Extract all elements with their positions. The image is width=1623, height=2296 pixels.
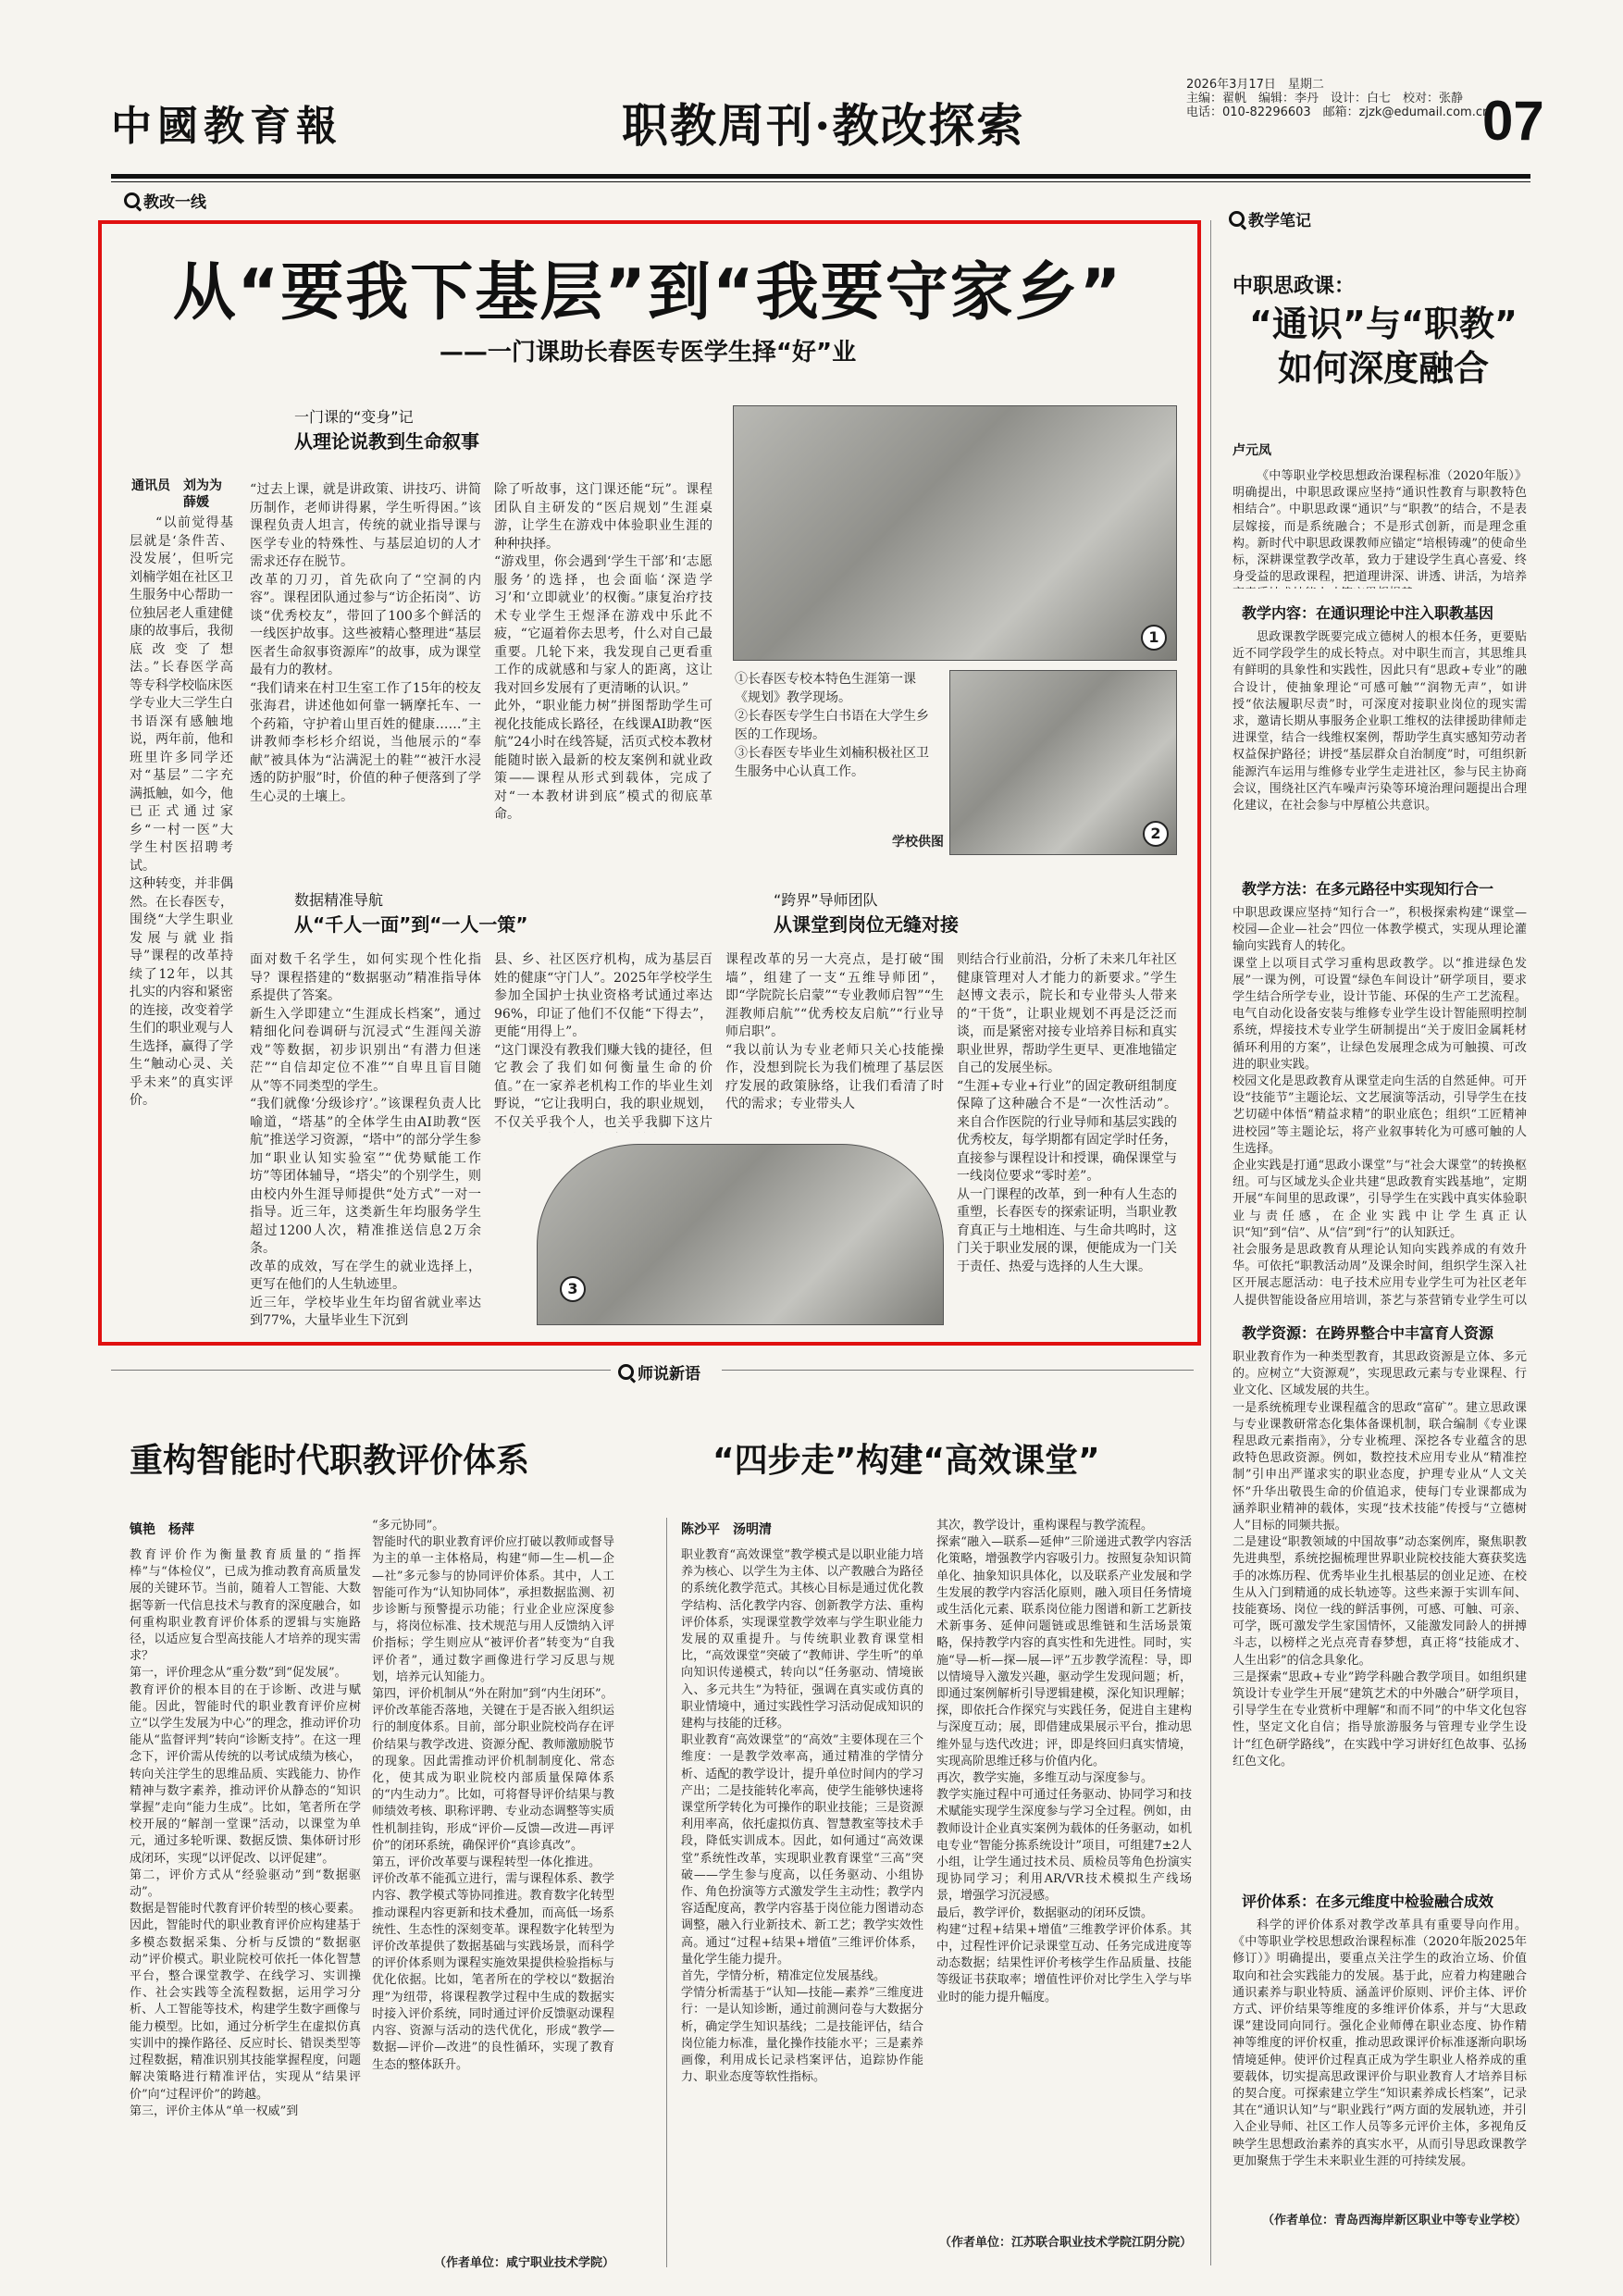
sidebar-intro: 《中等职业学校思想政治课程标准（2020年版）》明确提出，中职思政课应坚持“通识性教育与职教特色相结合”。中职思政课“通识”与“职教”的结合，不是表层嫁接，而是系统融合；不是形式创新，而是理念重构。新时代中职思政课教师应锚定“培根铸魂”的使命坐标，深耕课堂教学改革，致力于建设学生真心喜爱、终身受益的思政课程，把道理讲深、讲透、讲活，为培养 — [1233, 469, 1527, 585]
sidebar-heading-resources: 教学资源：在跨界整合中丰富育人资源 — [1242, 1324, 1494, 1342]
photo-credit: 学校供图 — [892, 835, 944, 850]
lead-column-2-bottom: 面对数千名学生，如何实现个性化指导？课程搭建的“数据驱动”精准指导体系提供了答案。 新生入学即建立“生涯成长档案”，通过精细化问卷调研与沉浸式“生涯闯关游戏”等数据，初步识别出“有潜力但迷茫”“自信却定位不准”“自卑且盲目随从”等不同类型的学生。 “我们就像‘分级诊疗’。”该课程负责人比喻道，“塔基”的全体学生由AI助教“医航”推送学习资源，“塔中”的部分学生参加“职业认知实验室”“优势赋能工作坊”等团体辅导，“塔尖”的个别学生，则由校内外生涯导师提供“处方式”一对一指导。近三年，这类新生年均服务学生超过1200人次，精准推送信息2万余条。 改革的成效，写在学生的就业选择上，更写在他们的人生轨迹里。 近三年，学校毕业生年均留省就业率达到77%，大量毕业生下沉到 — [250, 952, 481, 1327]
sidebar-kicker: 中职思政课： — [1233, 275, 1356, 298]
photo-community-clinic — [537, 1144, 944, 1325]
lead-subhead-3: “跨界”导师团队 从课堂到岗位无缝对接 — [774, 891, 959, 936]
left-column-2: “多元协同”。 智能时代的职业教育评价应打破以教师或督导为主的单一主体格局，构建“师—生—机—企—社”多元参与的协同评价体系。其中，人工智能可作为“认知协同体”，承担数据监测、初步诊断与预警提示功能；行业企业应深度参与，将岗位标准、技术规范与用人反馈纳入评价指标；学生则应从“被评价者”转变为“自我评价者”，通过数字画像进行学习反思与规划，培养元认知能力。 第四，评价机制从“外在附加”到“内生闭环”。 评价改革能否落地，关键在于是否嵌入组织运行的制度体系。目前，部分职业院校尚存在评价结果与教学改进、资源分配、教师激励脱节的现象。因此需推动评价机制制度化、常态化，使其成为职业院校内部质量保障体系的“内生动力”。比如，可将督导评价结果与教师绩效考核、职称评聘、专业动态调整等实质性机制挂钩，形成“评价—反馈—改进—再评价”的闭环系统，确保评价“真诊真改”。 第五，评价改革要与课程转型一体化推进。 评价改革不能孤立进行，需与课程体系、教学内容、教学模式等协同推进。教育数字化转型推动课程内容更新和技术叠加，而高低一场系统性、生态性的深刻变革。课程数字化转型为评价改革提供了数据基础与实践场景，而科学的评价体系则为课程实施效果提供检验指标与优化依据。比如，笔者所在的学校以“数据治理”为纽带，将课程教学过程中生成的数据实时接入评价系统，同时通过评价反馈驱动课程内容、资源与活动的迭代优化，形成“教学—数据—评价—改进”的良性循环，实现了教育生态的整体跃升。 — [372, 1519, 614, 2072]
lead-intro-column: “以前觉得基层就是‘条件苦、没发展’，但听完刘楠学姐在社区卫生服务中心帮助一位独居老人重建健康的故事后，我彻底改变了想法。”长春医学高等专科学校临床医学专业大三学生白书语深有感触地说，两年前，他和班里许多同学还对“基层”二字充满抵触，如今，他已正式通过家乡“一村一医”大学生村医招聘考试。 这种转变，并非偶然。在长春医专，围绕“大学生职业发展与就业指导”课程的改革持续了12年，以其扎实的内容和紧密的连接，改变着学生们的职业观与人生选择，赢得了学生“触动心灵、关乎未来”的真实评价。 — [130, 515, 233, 1107]
photo-caption: ①长春医专校本特色生涯第一课《规划》教学现场。 ②长春医专学生白书语在大学生乡医的工作现场。 ③长春医专毕业生刘楠积极社区卫生服务中心认真工作。 — [735, 672, 929, 779]
masthead-rule-thin — [111, 181, 1530, 182]
date-line: 2026年3月17日 星期二 — [1186, 78, 1324, 92]
left-byline: 镇艳 杨萍 — [130, 1522, 194, 1537]
left-headline: 重构智能时代职教评价体系 — [130, 1442, 530, 1480]
sidebar-headline: “通识”与“职教” 如何深度融合 — [1249, 304, 1518, 389]
sidebar-para-resources: 职业教育作为一种类型教育，其思政资源是立体、多元的。应树立“大资源观”，实现思政元素与专业课程、行业文化、区域发展的共生。 一是系统梳理专业课程蕴含的思政“富矿”。建立思政课与专业课教研常态化集体备课机制，联合编制《专业课程思政元素指南》，分专业梳理、深挖各专业蕴含的思政特色思政资源。例如，数控技术应用专业从“精准控制”引申出严谨求实的职业态度，护理专业从“人文关怀”升华出敬畏生命的价值追求，使每门专业课都成为涵养职业精神的载体，实现“技术技能”传授与“立德树人”目标的同频共振。 二是建设“职教领域的中国故事”动态案例库，聚焦职教先进典型，系统挖掘梳理世界职业院校技能大赛获奖选手的冰炼历程、优秀毕业生扎根基层的创业足迹、在校生从入门到精通的成长轨迹等。这些来源于实训车间、技能赛场、岗位一线的鲜活事例，可感、可触、可亲、可学，既可激发学生家国情怀，又能激发同龄人的拼搏斗志，以榜样之光点亮青春梦想，真正将“技能成才、人生出彩”的信念具象化。 三是探索“思政+专业”跨学科融合教学项目。如组织建筑设计专业学生开展“建筑艺术的中外融合”研学项目，引导学生在专业赏析中理解“和而不同”的中华文化包容性，坚定文化自信；指导旅游服务与管理专业学生设计“红色研学路线”，在实践中学习讲好红色故事、弘扬红色文化。 — [1233, 1350, 1527, 1769]
photo-number-2: 2 — [1143, 821, 1169, 847]
lead-subhead-1: 一门课的“变身”记 从理论说教到生命叙事 — [294, 408, 479, 453]
sidebar-author: 卢元凤 — [1233, 443, 1271, 458]
section-title: 职教周刊·教改探索 — [622, 98, 1025, 153]
newspaper-logo: 中國教育報 — [111, 103, 342, 150]
search-icon — [618, 1364, 634, 1380]
section-label-talk: 师说新语 — [618, 1360, 700, 1384]
photo-number-3: 3 — [560, 1276, 586, 1302]
lead-subheadline: ——一门课助长春医专医学生择“好”业 — [439, 339, 857, 366]
sidebar-para-evaluation: 科学的评价体系对教学改革具有重要导向作用。《中等职业学校思想政治课程标准（2020年版2025年修订）》明确提出，要重点关注学生的政治立场、价值取向和社会实践能力的发展。基于此，应着力构建融合通识素养与职业特质、涵盖评价原则、评价主体、评价方式、评价结果等维度的多维评价体系，并与“大思政课”建设同向同行。强化企业师傅在职业态度、协作精神等维度的评价权重，推动思政课评价标准逐渐向职场情境延伸。使评价过程真正成为学生职业人格养成的重要载体，切实提高思政课评价与职业教育人才培养目标的契合度。可探索建立学生“知识素养成长档案”，记录其在“通识认知”与“职业践行”两方面的发展轨迹，并引入企业导师、社区工作人员等多元评价主体，多视角反映学生思想政治素养的真实水平，从而引导思政课教学更加聚焦于学生未来职业生涯的可持续发展。 — [1233, 1918, 1527, 2168]
lead-column-2-top: “过去上课，就是讲政策、讲技巧、讲简历制作，老师讲得累，学生听得困。”该课程负责人坦言，传统的就业指导课与医学专业的特殊性、与基层迫切的人才需求还存在脱节。 改革的刀刃，首先砍向了“空洞的内容”。课程团队通过参与“访企拓岗”、访谈“优秀校友”，带回了100多个鲜活的一线医护故事。这些被精心整理进“基层医者生命叙事资源库”的故事，成为课堂最有力的教材。 “我们请来在村卫生室工作了15年的校友张海君，讲述他如何靠一辆摩托车、一个药箱，守护着山里百姓的健康……”主讲教师李杉杉介绍说，当他展示的“奉献”被具体为“沾满泥土的鞋”“被汗水浸透的防护服”时，价值的种子便落到了学生心灵的土壤上。 — [250, 482, 481, 804]
page-number: 07 — [1482, 90, 1544, 152]
lead-column-4-bottom: 课程改革的另一大亮点，是打破“围墙”，组建了一支“五维导师团”，即“学院院长启蒙”“专业教师启智”“生涯教师启航”“优秀校友启航”“行业导师启职”。 “我以前认为专业老师只关心技能操作，没想到院长为我们梳理了基层医疗发展的政策脉络，让我们看清了时代的需求；专业带头人 — [725, 952, 944, 1111]
left-column-1: 教育评价作为衡量教育质量的“指挥棒”与“体检仪”，已成为推动教育高质量发展的关键环节。当前，随着人工智能、大数据等新一代信息技术与教育的深度融合，如何重构职业教育评价体系的逻辑与实施路径，以适应复合型高技能人才培养的现实需求？ 第一，评价理念从“重分数”到“促发展”。 教育评价的根本目的在于诊断、改进与赋能。因此，智能时代的职业教育评价应树立“以学生发展为中心”的理念，推动评价功能从“监督评判”转向“诊断支持”。在这一理念下，评价需从传统的以考试成绩为核心，转向关注学生的思维品质、实践能力、协作精神与数字素养，推动评价从静态的“知识掌握”走向“能力生成”。比如，笔者所在学校开展的“解剖一堂课”活动，以课堂为单元，通过多轮听课、数据反馈、集体研讨形成闭环，实现“以评促改、以评促建”。 第二，评价方式从“经验驱动”到“数据驱动”。 数据是智能时代教育评价转型的核心要素。因此，智能时代的职业教育评价应构建基于多模态数据采集、分析与反馈的“数据驱动”评价模式。职业院校可依托一体化智慧平台，整合课堂教学、在线学习、实训操作、社会实践等全流程数据，运用学习分析、人工智能等技术，构建学生数字画像与能力模型。比如，通过分析学生在虚拟仿真实训中的操作路径、反应时长、错误类型等过程数据，精准识别其技能掌握程度，问题解决策略进行精准评估，实现从“结果评价”向“过程评价”的跨越。 第三，评价主体从“单一权威”到 — [130, 1548, 361, 2118]
center-byline: 陈沙平 汤明清 — [681, 1522, 772, 1537]
sidebar-para-method: 中职思政课应坚持“知行合一”，积极探索构建“课堂—校园—企业—社会”四位一体教学模式，实现从理论灌输向实践育人的转化。 课堂上以项目式学习重构思政教学。以“推进绿色发展”一课为例，可设置“绿色车间设计”研学项目，要求学生结合所学专业，设计节能、环保的生产工艺流程。电气自动化设备安装与维修专业学生设计智能照明控制系统，焊接技术专业学生研制提出“关于废旧金属耗材循环利用的方案”，让绿色发展理念成为可触摸、可改进的职业实践。 校园文化是思政教育从课堂走向生活的自然延伸。可开设“技能节”主题论坛、文艺展演等活动，引导学生在技艺切磋中体悟“精益求精”的职业底色；组织“工匠精神进校园”等主题论坛，将产业叙事转化为可感可触的人生选择。 企业实践是打通“思政小课堂”与“社会大课堂”的转换枢纽。可与区域龙头企业共建“思政教育实践基地”，定期开展“车间里的思政课”，引导学生在实践中真实体验职业与责任感，在企业实践中让学生真正认识“知”到“信”、从“信”到“行”的认知跃迁。 社会服务是思政教育从理论认知向实践养成的有效升华。可依托“职教活动周”及课余时间，组织学生深入社区开展志愿活动：电子技术应用专业学生可为社区老年人提供智能设备应用培训，茶艺与茶营销专业学生可以 — [1233, 906, 1527, 1308]
left-author-unit: （作者单位：咸宁职业技术学院） — [433, 2256, 614, 2270]
search-icon — [1229, 211, 1245, 227]
column-divider-bottom — [666, 1518, 667, 2267]
section-label-notes: 教学笔记 — [1229, 207, 1311, 230]
center-column-2: 其次，教学设计，重构课程与教学流程。 探索“融入—联系—延伸”三阶递进式教学内容活化策略，增强教学内容吸引力。按照复杂知识简单化、抽象知识具体化，以及联系产业发展和学生发展的教学内容活化原则，融入项目任务情境或生活化元素、联系岗位能力图谱和新工艺新技术新事务、延伸问题链或思维链和生活场景策略，保持教学内容的真实性和先进性。同时，实施“导—析—探—展—评”五步教学流程：导，即以情境导入激发兴趣，驱动学生发现问题；析，即通过案例解析引导逻辑建模，深化知识理解；探，即依托合作探究与实践任务，促进自主建构与深度互动；展，即借建成果展示平台，推动思维外显与迭代改进；评，即是终回归真实情境，实现高阶思维迁移与价值内化。 再次，教学实施，多维互动与深度参与。 教学实施过程中可通过任务驱动、协同学习和技术赋能实现学生深度参与学习全过程。例如，由教师设计企业真实案例为载体的任务驱动，如机电专业“智能分拣系统设计”项目，可组建7±2人小组，让学生通过技术员、质检员等角色扮演实现协同学习；利用AR/VR技术模拟生产线场景，增强学习沉浸感。 最后，教学评价，数据驱动的闭环反馈。 构建“过程+结果+增值”三维教学评价体系。其中，过程性评价记录课堂互动、任务完成进度等动态数据；结果性评价考核学生作品质量、技能等级证书获取率；增值性评价对比学生入学与毕业时的能力提升幅度。 — [936, 1519, 1192, 2004]
lead-byline: 通讯员 刘为为 薛媛 — [131, 478, 222, 510]
sidebar-heading-method: 教学方法：在多元路径中实现知行合一 — [1242, 880, 1494, 898]
sidebar-author-unit: （作者单位：青岛西海岸新区职业中等专业学校） — [1261, 2214, 1527, 2228]
center-author-unit: （作者单位：江苏联合职业技术学院江阴分院） — [938, 2236, 1192, 2250]
masthead-rule — [111, 174, 1530, 179]
sidebar-heading-content: 教学内容：在通识理论中注入职教基因 — [1242, 604, 1494, 622]
phone-line: 电话：010-82296603 邮箱：zjzk@edumail.com.cn — [1186, 105, 1491, 119]
center-headline: “四步走”构建“高效课堂” — [712, 1442, 1100, 1480]
lead-subhead-2: 数据精准导航 从“千人一面”到“一人一策” — [294, 891, 528, 936]
masthead-info — [1186, 78, 1490, 119]
photo-number-1: 1 — [1141, 625, 1167, 651]
center-column-1: 职业教育“高效课堂”教学模式是以职业能力培养为核心、以学生为主体、以产教融合为路径的系统化教学范式。其核心目标是通过优化教学结构、活化教学内容、创新教学方法、重构评价体系，实现课堂教学效率与学生职业能力发展的双重提升。与传统职业教育课堂相比，“高效课堂”突破了“教师讲、学生听”的单向知识传递模式，转向以“任务驱动、情境嵌入、多元共生”为特征，强调在真实或仿真的职业情境中，通过实践性学习活动促成知识的建构与技能的迁移。 职业教育“高效课堂”的“高效”主要体现在三个维度：一是教学效率高，通过精准的学情分析、适配的教学设计，提升单位时间内的学习产出；二是技能转化率高，使学生能够快速将课堂所学转化为可操作的职业技能；三是资源利用率高，依托虚拟仿真、智慧教室等技术手段，降低实训成本。因此，如何通过“高效课堂”系统性改革，实现职业教育课堂“三高”突破——学生参与度高，以任务驱动、小组协作、角色扮演等方式激发学生主动性；教学内容适配度高，教学内容基于岗位能力图谱动态调整，融入行业新技术、新工艺；教学实效性高。通过“过程+结果+增值”三维评价体系，量化学生能力提升。 首先，学情分析，精准定位发展基线。 学情分析需基于“认知—技能—素养”三维度进行：一是认知诊断，通过前测问卷与大数据分析，确定学生知识基线；二是技能评估，结合岗位能力标准，量化操作技能水平；三是素养画像，利用成长记录档案评估，追踪协作能力、职业态度等软性指标。 — [681, 1548, 923, 2085]
search-icon — [124, 192, 140, 208]
lead-column-3-top: 除了听故事，这门课还能“玩”。课程团队自主研发的“医启规划”生涯桌游，让学生在游戏中体验职业生涯的种种抉择。 “游戏里，你会遇到‘学生干部’和‘志愿服务’的选择，也会面临‘深造学习’和‘立即就业’的权衡。”康复治疗技术专业学生王煜泽在游戏中乐此不疲，“它逼着你去思考，什么对自己最重要。几轮下来，我发现自己更看重工作的成就感和与家人的距离，这让我对回乡发展有了更清晰的认识。” 此外，“职业能力树”拼图帮助学生可视化技能成长路径，在线课AI助教“医航”24小时在线答疑，活页式校本教材能随时嵌入最新的校友案例和就业政策——课程从形式到载体，完成了对“一本教材讲到底”模式的彻底革命。 — [494, 482, 712, 822]
section-rule-left — [111, 1370, 611, 1371]
column-divider — [1210, 220, 1211, 2265]
lead-headline: 从“要我下基层”到“我要守家乡” — [172, 256, 1123, 329]
photo-classroom — [733, 405, 1177, 661]
lead-column-5-bottom: 则结合行业前沿，分析了未来几年社区健康管理对人才能力的新要求。”学生赵博文表示，院长和专业带头人带来的“干货”，让职业规划不再是泛泛而谈，而是紧密对接专业培养目标和真实职业世界，帮助学生更早、更准地锚定自己的发展坐标。 “生涯+专业+行业”的固定教研组制度保障了这种融合不是“一次性活动”。来自合作医院的行业导师和基层实践的优秀校友，每学期都有固定学时任务，直接参与课程设计和授课，确保课堂与一线岗位要求“零时差”。 从一门课程的改革，到一种有人生态的重塑，长春医专的探索证明，当职业教育真正与土地相连、与生命共鸣时，这门关于职业发展的课，便能成为一门关于责任、热爱与选择的人生大课。 — [957, 952, 1177, 1274]
sidebar-heading-evaluation: 评价体系：在多元维度中检验融合成效 — [1242, 1893, 1494, 1910]
lead-column-3-bottom: 县、乡、社区医疗机构，成为基层百姓的健康“守门人”。2025年学校学生参加全国护士执业资格考试通过率达96%，印证了他们不仅能“下得去”，更能“用得上”。 “这门课没有教我们赚大钱的捷径，但它教会了我们如何衡量生命的价值。”在一家养老机构工作的毕业生刘野说，“它让我明白，我的职业规划，不仅关乎我个人，也关乎我脚下这片 — [494, 952, 712, 1130]
photo-village-doctor — [949, 670, 1177, 855]
sidebar-para-content: 思政课教学既要完成立德树人的根本任务，更要贴近不同学段学生的成长特点。对中职生而言，其思维具有鲜明的具象性和实践性，因此只有“思政+专业”的融合设计，使抽象理论“可感可触”“润物无声”，如讲授“依法履职尽责”时，可深度对接职业岗位的现实需求，邀请长期从事服务企业职工维权的法律援助律师走进课堂，结合一线维权案例，帮助学生真实感知劳动者权益保护路径；讲授“基层群众自治制度”时，可组织新能源汽车运用与维修专业学生走进社区，参与民主协商会议，围绕社区汽车噪声污染等环境治理问题提出合理化建议，在社会参与中厚植公共意识。 — [1233, 630, 1527, 813]
section-rule-right — [722, 1370, 1194, 1371]
section-label-reform: 教改一线 — [124, 189, 206, 212]
editors-line: 主编：翟帆 编辑：李丹 设计：白七 校对：张静 — [1186, 92, 1464, 105]
